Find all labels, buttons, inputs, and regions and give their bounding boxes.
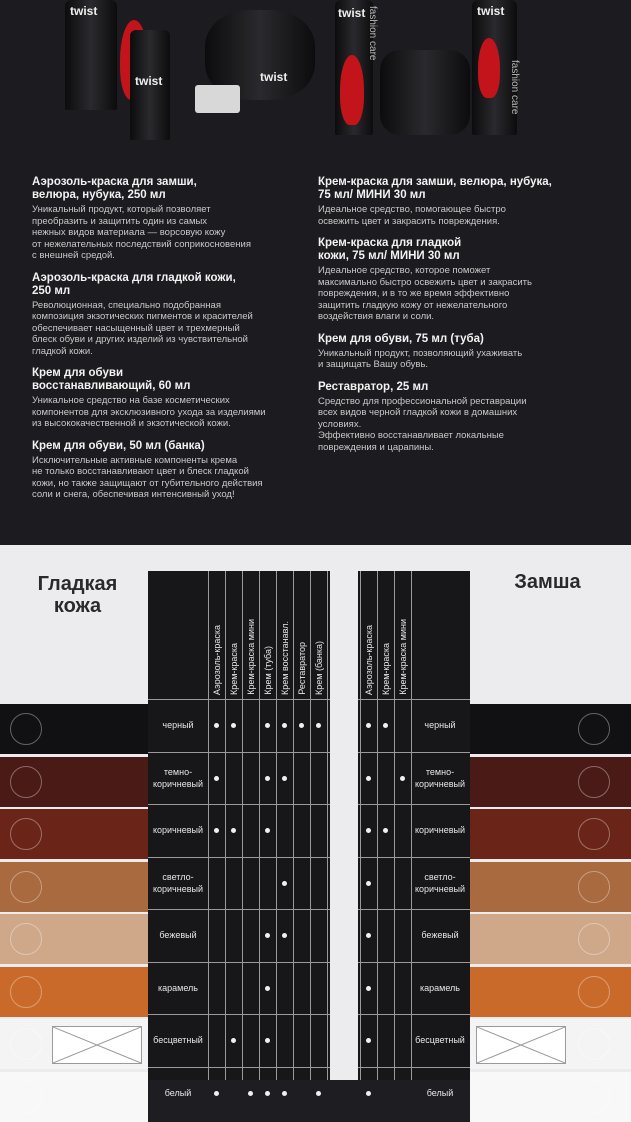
column-label: Крем (банка): [314, 641, 324, 695]
product-description: Идеальное средство, которое поможет максимально быстро освежить цвет и закрасить повреждения, и в то же время эффективно защитить гладкую кожу от нежелательного воздействия влаги и соли.: [318, 265, 532, 322]
swatch-circle: [10, 766, 42, 798]
availability-dot: [231, 723, 236, 728]
grid-line: [225, 571, 226, 1080]
grid-line: [377, 571, 378, 1080]
product-item: [318, 333, 588, 371]
swatch-circle: [10, 976, 42, 1008]
swatch-circle: [578, 1081, 610, 1113]
column-label: Крем-краска мини: [398, 619, 408, 695]
grid-line: [358, 909, 470, 910]
availability-dot: [282, 723, 287, 728]
color-chart: [0, 545, 631, 1098]
swatch-circle: [10, 713, 42, 745]
grid-line: [358, 857, 470, 858]
availability-dot: [265, 986, 270, 991]
grid-line: [242, 571, 243, 1080]
color-swatch: [0, 809, 148, 859]
availability-dot: [400, 776, 405, 781]
suede-title: Замша: [514, 571, 581, 593]
side-text: fashion care: [367, 6, 378, 61]
swatch-circle: [578, 976, 610, 1008]
column-header: [242, 571, 260, 699]
row-label: бесцветный: [415, 1035, 465, 1045]
row-label: светло- коричневый: [152, 871, 204, 894]
column-label: Крем-краска мини: [246, 619, 256, 695]
grid-line: [148, 1014, 330, 1015]
product-description: Исключительные активные компоненты крема не только восстанавливают цвет и блеск гладкой кожи, но также защищают от губительного действия соли и снега, обеспечивая интенсивный уход!: [32, 454, 263, 500]
products-right-column: [318, 176, 588, 463]
color-swatch: [470, 704, 631, 754]
availability-dot: [316, 1091, 321, 1096]
red-shoe: [478, 38, 500, 98]
grid-line: [276, 571, 277, 1080]
column-label: Реставратор: [297, 642, 307, 695]
column-label: Аэрозоль-краска: [212, 624, 222, 695]
grid-line: [327, 571, 328, 1080]
product-title: Крем для обуви, 75 мл (туба): [318, 332, 484, 345]
availability-dot: [214, 828, 219, 833]
column-header: [225, 571, 243, 699]
column-label: Крем-краска: [381, 642, 391, 695]
grid-line: [148, 962, 330, 963]
row-label: черный: [424, 720, 456, 730]
availability-dot: [366, 1038, 371, 1043]
brand-label: twist: [70, 4, 98, 18]
product-item: [32, 176, 302, 262]
availability-dot: [282, 776, 287, 781]
product-photo: [0, 0, 631, 150]
color-swatch: [470, 1072, 631, 1122]
product-description: Революционная, специально подобранная композиция экзотических пигментов и красителей обеспечивает насыщенный цвет и трехмерный блеск обуви и других изделий из чувствительной гладкой кожи.: [32, 299, 253, 357]
color-swatch: [470, 967, 631, 1017]
brand-label: twist: [260, 70, 288, 84]
product-description: Идеальное средство, помогающее быстро освежить цвет и закрасить повреждения.: [318, 204, 506, 227]
availability-dot: [383, 723, 388, 728]
availability-dot: [248, 1091, 253, 1096]
column-label: Аэрозоль-краска: [364, 624, 374, 695]
availability-dot: [231, 828, 236, 833]
red-shoe: [340, 55, 364, 125]
grid-line: [358, 962, 470, 963]
swatch-circle: [578, 766, 610, 798]
row-label: светло- коричневый: [414, 871, 466, 894]
column-header: [310, 571, 328, 699]
product-item: [32, 272, 302, 358]
suede-table: [358, 571, 470, 1098]
row-label: карамель: [420, 982, 460, 993]
availability-dot: [214, 776, 219, 781]
column-label: Крем восстанавл.: [280, 621, 290, 695]
availability-dot: [282, 933, 287, 938]
availability-dot: [214, 723, 219, 728]
brush: [195, 85, 240, 113]
row-label: карамель: [158, 982, 198, 993]
grid-line: [358, 804, 470, 805]
availability-dot: [282, 1091, 287, 1096]
availability-dot: [383, 828, 388, 833]
color-swatch: [470, 757, 631, 807]
color-swatch: [0, 757, 148, 807]
swatch-circle: [578, 818, 610, 850]
row-label: черный: [162, 720, 194, 730]
swatch-circle: [10, 818, 42, 850]
availability-dot: [366, 1091, 371, 1096]
product-item: [32, 367, 302, 430]
product-description: Уникальный продукт, который позволяет преобразить и защитить один из самых нежных видов материала — ворсовую кожу от нежелательных последствий соприкосновения с внешней средой.: [32, 204, 251, 261]
color-swatch: [0, 914, 148, 964]
row-label: темно- коричневый: [152, 766, 204, 789]
product-item: [318, 176, 588, 227]
product-title: Аэрозоль-краска для замши, велюра, нубука, 250 мл: [32, 176, 197, 201]
grid-line: [394, 571, 395, 1080]
grid-line: [148, 857, 330, 858]
availability-dot: [366, 881, 371, 886]
product-title: Аэрозоль-краска для гладкой кожи, 250 мл: [32, 271, 236, 297]
grid-line: [208, 571, 209, 1080]
availability-dot: [316, 723, 321, 728]
color-swatch: [0, 862, 148, 912]
transparent-swatch-icon: [476, 1026, 566, 1064]
products-left-column: [32, 176, 302, 511]
grid-line: [148, 909, 330, 910]
row-label: бежевый: [159, 930, 197, 940]
color-swatch: [0, 967, 148, 1017]
sponge: [380, 50, 470, 135]
availability-dot: [265, 828, 270, 833]
product-description: Уникальное средство на базе косметических компонентов для эксклюзивного ухода за изделиями из высококачественной и экзотической кожи.: [32, 395, 266, 429]
transparent-swatch-icon: [52, 1026, 142, 1064]
product-title: Крем для обуви восстанавливающий, 60 мл: [32, 367, 191, 392]
swatch-circle: [10, 923, 42, 955]
column-header: [360, 571, 378, 699]
product-title: Крем-краска для замши, велюра, нубука, 75 мл/ МИНИ 30 мл: [318, 176, 552, 201]
column-header: [293, 571, 311, 699]
availability-dot: [265, 1091, 270, 1096]
swatch-circle: [10, 1081, 42, 1113]
brand-label: twist: [135, 74, 163, 88]
grid-line: [148, 804, 330, 805]
availability-dot: [282, 881, 287, 886]
swatch-circle: [10, 1028, 42, 1060]
grid-line: [259, 571, 260, 1080]
grid-line: [358, 699, 470, 700]
availability-dot: [366, 723, 371, 728]
grid-line: [148, 699, 330, 700]
availability-dot: [366, 776, 371, 781]
availability-dot: [214, 1091, 219, 1096]
availability-dot: [265, 776, 270, 781]
row-label: темно- коричневый: [414, 766, 466, 789]
row-label: бежевый: [421, 930, 459, 940]
product-title: Реставратор, 25 мл: [318, 380, 429, 393]
row-label: белый: [426, 1087, 454, 1098]
grid-line: [310, 571, 311, 1080]
color-swatch: [470, 914, 631, 964]
availability-dot: [265, 1038, 270, 1043]
color-swatch: [470, 809, 631, 859]
grid-line: [358, 1067, 470, 1068]
product-title: Крем-краска для гладкой кожи, 75 мл/ МИНИ 30 мл: [318, 237, 462, 262]
grid-line: [293, 571, 294, 1080]
swatch-circle: [578, 871, 610, 903]
swatch-circle: [578, 1028, 610, 1060]
grid-line: [148, 1067, 330, 1068]
column-header: [276, 571, 294, 699]
availability-dot: [265, 933, 270, 938]
availability-dot: [366, 828, 371, 833]
row-label: белый: [164, 1087, 192, 1098]
product-item: [32, 440, 302, 501]
product-descriptions-panel: [0, 0, 631, 545]
column-header: [394, 571, 412, 699]
availability-dot: [231, 1038, 236, 1043]
row-label: коричневый: [414, 825, 466, 835]
product-item: [318, 237, 588, 323]
column-label: Крем-краска: [229, 642, 239, 695]
swatch-circle: [578, 713, 610, 745]
row-label: коричневый: [152, 825, 204, 835]
product-title: Крем для обуви, 50 мл (банка): [32, 439, 205, 452]
product-description: Средство для профессиональной реставрации всех видов черной гладкой кожи в домашних условиях. Эффективно восстанавливает локальные повреждения и царапины.: [318, 395, 527, 453]
swatch-circle: [10, 871, 42, 903]
side-text: fashion care: [509, 60, 520, 115]
availability-dot: [265, 723, 270, 728]
product-item: [318, 381, 588, 454]
smooth-leather-title: Гладкая кожа: [37, 573, 118, 617]
swatch-circle: [578, 923, 610, 955]
availability-dot: [366, 986, 371, 991]
color-swatch: [470, 862, 631, 912]
column-label: Крем (туба): [263, 646, 273, 695]
grid-line: [358, 1014, 470, 1015]
grid-line: [360, 571, 361, 1080]
column-header: [259, 571, 277, 699]
product-description: Уникальный продукт, позволяющий ухаживать и защищать Вашу обувь.: [318, 347, 523, 370]
availability-dot: [299, 723, 304, 728]
grid-line: [148, 752, 330, 753]
brand-label: twist: [477, 4, 505, 18]
column-header: [208, 571, 226, 699]
column-header: [377, 571, 395, 699]
availability-dot: [366, 933, 371, 938]
smooth-leather-table: [148, 571, 330, 1098]
row-label: бесцветный: [153, 1035, 203, 1045]
grid-line: [358, 752, 470, 753]
color-swatch: [0, 704, 148, 754]
brand-label: twist: [338, 6, 366, 20]
color-swatch: [0, 1072, 148, 1122]
